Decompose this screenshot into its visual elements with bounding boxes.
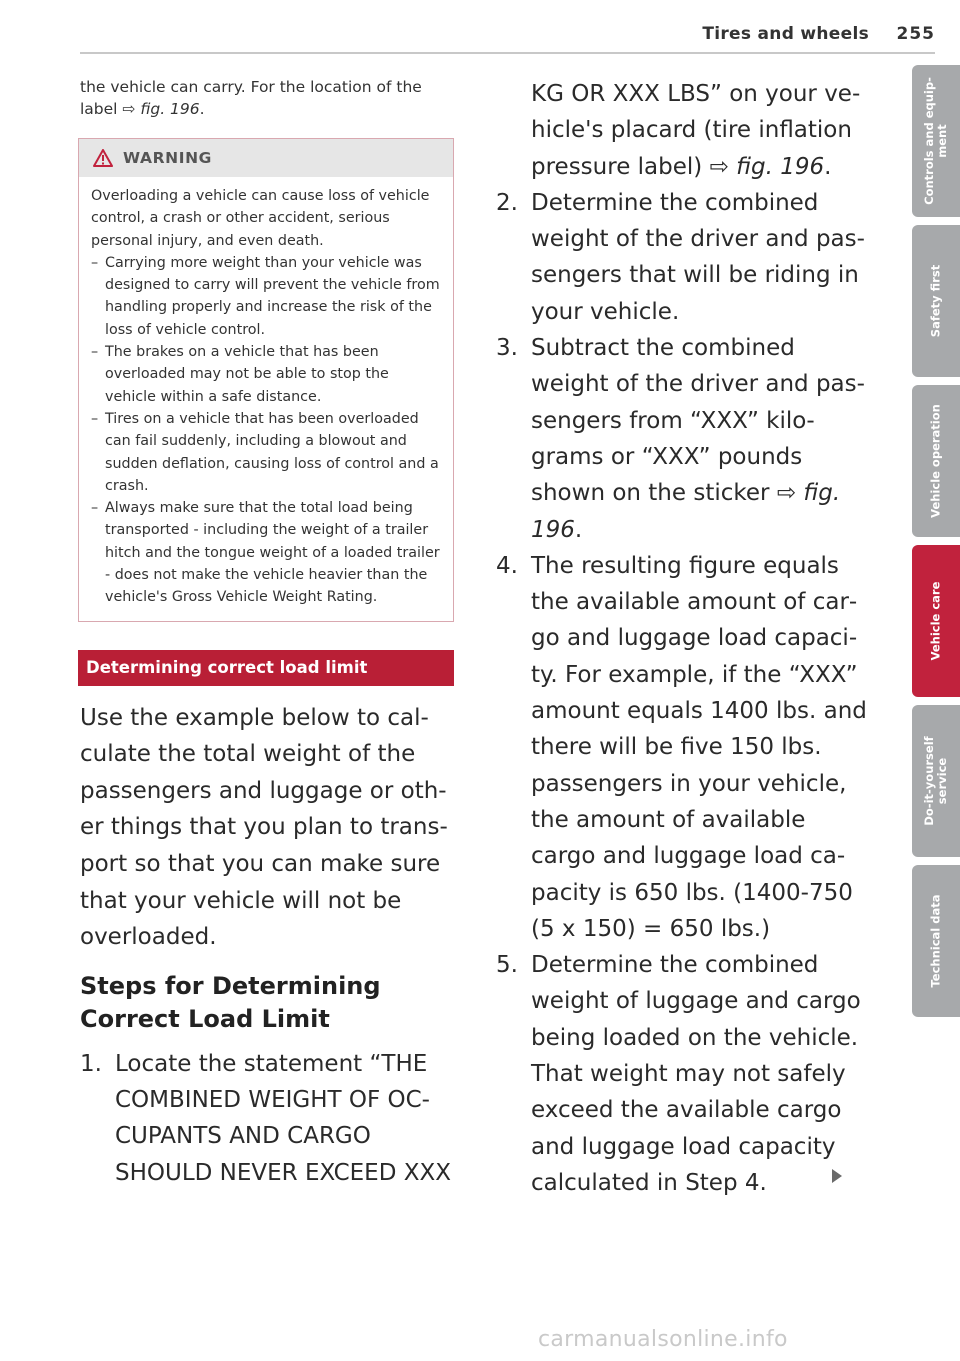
right-column xyxy=(496,76,868,1201)
tab-label-line: service xyxy=(935,757,949,805)
step-item xyxy=(496,947,868,1201)
intro-text xyxy=(80,76,454,120)
figure-reference-link[interactable]: ⇨ fig. 196 xyxy=(531,480,841,543)
tab-label: Vehicle care xyxy=(928,581,943,661)
intro-paragraph: Use the example below to calculate the total weight of the passengers and luggage or other things that you plan to transport so that you can make sure that your vehicle will not be overloaded. xyxy=(80,704,448,951)
tab-label-line: Do-it-yourself xyxy=(922,736,936,826)
tab-label xyxy=(923,736,949,825)
warning-title: WARNING xyxy=(123,149,212,167)
intro-body: the vehicle can carry. For the location of the label xyxy=(80,78,422,118)
tab-label-line: ment xyxy=(935,124,949,158)
step-item xyxy=(496,548,868,947)
step-item xyxy=(496,330,868,548)
watermark-text: carmanualsonline.info xyxy=(538,1327,788,1352)
page-number: 255 xyxy=(896,24,935,44)
left-column xyxy=(78,76,454,1191)
step-item xyxy=(496,185,868,330)
step-number: 2. xyxy=(496,189,518,216)
step-text: Locate the statement “THE COMBINED WEIGHT OF OCCUPANTS AND CARGO SHOULD NEVER EXCEED XXX xyxy=(115,1050,451,1186)
intro-end: . xyxy=(199,100,205,118)
section-heading-bar: Determining correct load limit xyxy=(78,650,454,686)
tab-technical-data[interactable] xyxy=(912,865,960,1017)
step-text-end: . xyxy=(574,516,583,543)
continue-arrow-icon xyxy=(832,1169,842,1183)
tab-label: Safety first xyxy=(928,264,943,338)
steps-list-left xyxy=(78,1046,454,1191)
step-item xyxy=(80,1046,454,1191)
warning-item: – Carrying more weight than your vehicle was designed to carry will prevent the vehicle from handling properly and increase the risk of the loss of vehicle control. xyxy=(91,252,441,341)
warning-item: – Tires on a vehicle that has been overloaded can fail suddenly, including a blowout and sudden deflation, causing loss of control and a crash. xyxy=(91,408,441,497)
step-number: 5. xyxy=(496,952,518,979)
warning-header xyxy=(79,139,453,177)
warning-triangle-icon xyxy=(93,149,113,167)
tab-label xyxy=(923,77,949,205)
step-number: 3. xyxy=(496,335,518,362)
step-text: The resulting figure equals the available amount of cargo and luggage load capacity. For example, if the “XXX” amount equals 1400 lbs. and there will be five 150 lbs. passengers in your vehicle, the amount of available cargo and luggage load capacity is 650 lbs. (1400-750 (5 x 150) = 650 lbs.) xyxy=(531,552,867,942)
tab-label: Technical data xyxy=(928,894,943,988)
tab-do-it-yourself-service[interactable] xyxy=(912,705,960,857)
warning-list xyxy=(91,252,441,609)
continuation-end: . xyxy=(824,153,832,180)
tab-safety-first[interactable] xyxy=(912,225,960,377)
steps-heading: Steps for Determining Correct Load Limit xyxy=(80,971,381,1033)
figure-reference-link[interactable]: ⇨ fig. 196 xyxy=(122,100,200,118)
step-text: Determine the combined weight of the driver and passengers that will be riding in your vehicle. xyxy=(531,189,865,325)
tab-vehicle-operation[interactable] xyxy=(912,385,960,537)
page-header xyxy=(80,22,935,54)
steps-list-right xyxy=(496,185,868,1201)
continuation-text: KG OR XXX LBS” on your vehicle's placard (tire inflation pressure label) xyxy=(531,81,861,180)
warning-box xyxy=(78,138,454,622)
tab-controls-and-equipment[interactable] xyxy=(912,65,960,217)
tab-label-line: Controls and equip- xyxy=(922,77,936,205)
step-continuation xyxy=(496,76,868,185)
tab-vehicle-care[interactable] xyxy=(912,545,960,697)
warning-lead: Overloading a vehicle can cause loss of vehicle control, a crash or other accident, serious personal injury, and even death. xyxy=(91,188,430,249)
step-number: 4. xyxy=(496,552,518,579)
step-text: Subtract the combined weight of the driver and passengers from “XXX” kilograms or “XXX” pounds shown on the sticker xyxy=(531,335,865,507)
step-number: 1. xyxy=(80,1050,102,1077)
section-title: Tires and wheels xyxy=(702,24,869,44)
warning-body xyxy=(79,177,453,621)
tab-label: Vehicle operation xyxy=(928,404,943,518)
step-text: Determine the combined weight of luggage and cargo being loaded on the vehicle. That weight may not safely exceed the available cargo and luggage load capacity calculated in Step 4. xyxy=(531,952,861,1196)
figure-reference-link[interactable]: ⇨ fig. 196 xyxy=(709,153,825,180)
warning-item: – Always make sure that the total load being transported - including the weight of a trailer hitch and the tongue weight of a loaded trailer - does not make the vehicle heavier than the vehicle's Gross Vehicle Weight Rating. xyxy=(91,497,441,608)
warning-item: – The brakes on a vehicle that has been overloaded may not be able to stop the vehicle within a safe distance. xyxy=(91,341,441,408)
